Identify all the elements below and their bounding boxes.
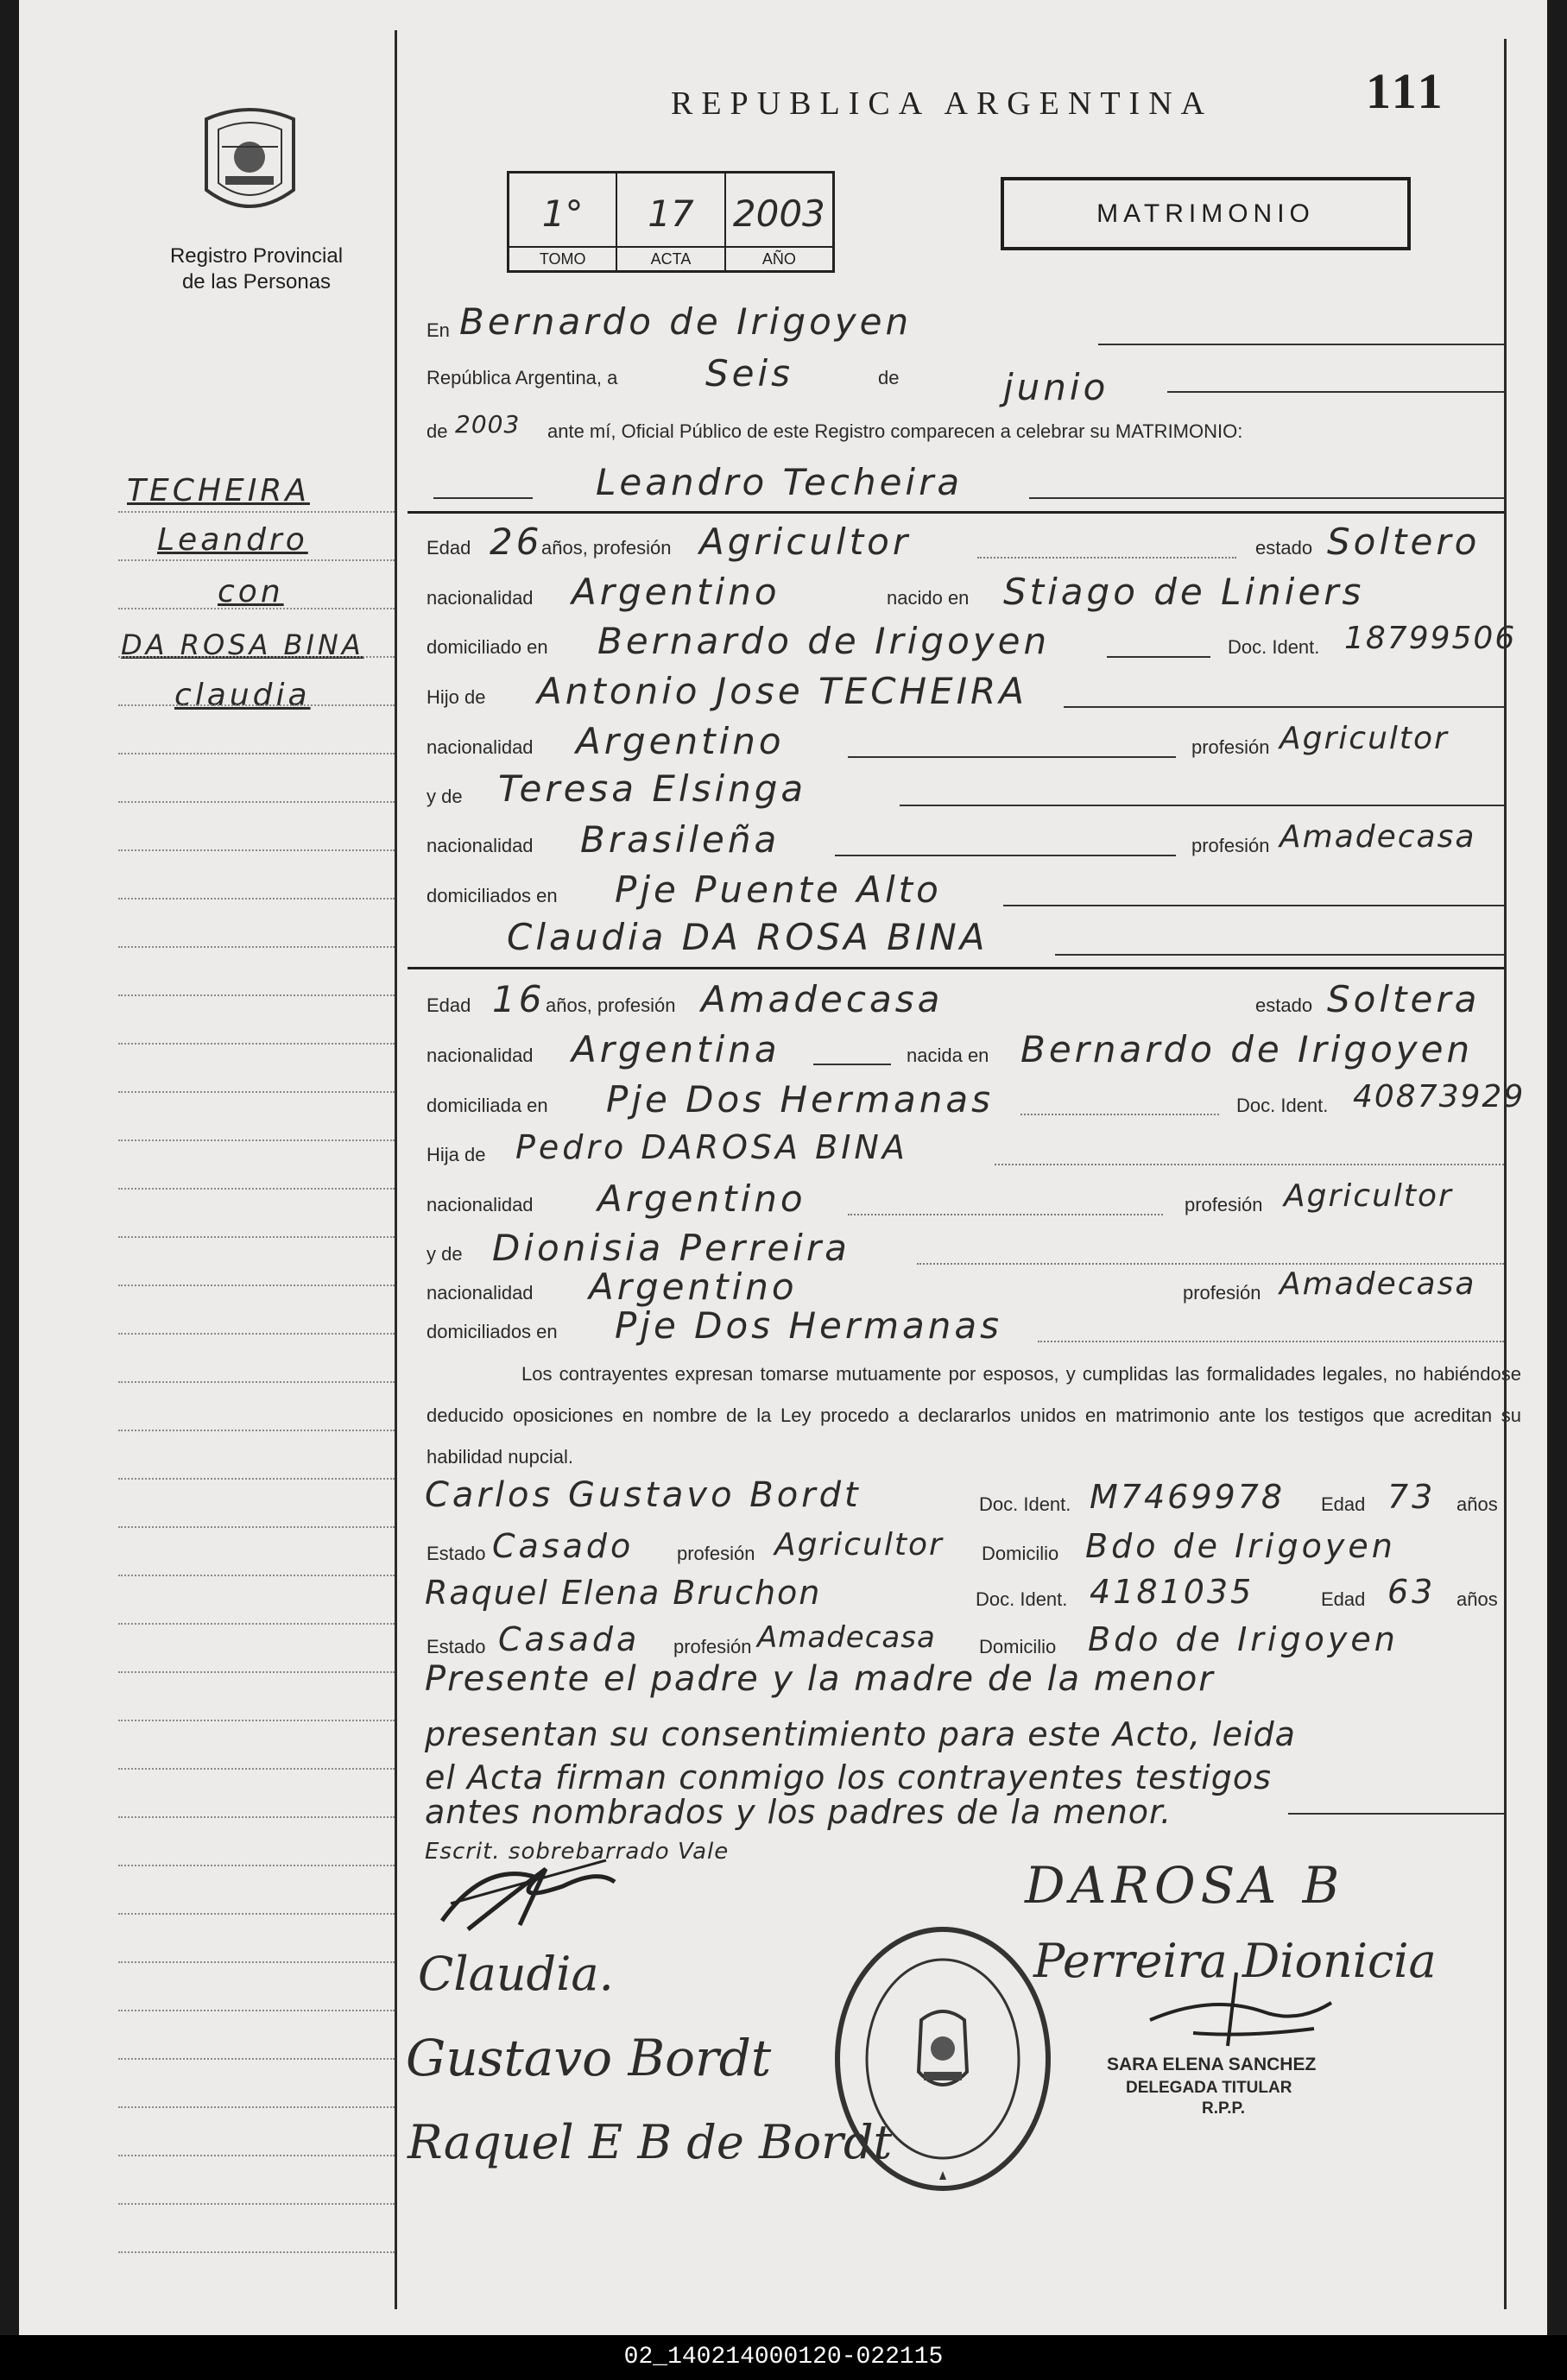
witness1-age: 73 — [1387, 1478, 1437, 1516]
groom-edad-label: Edad — [427, 537, 471, 559]
groom-mother: Teresa Elsinga — [498, 767, 807, 810]
groom-mother-profession: Amadecasa — [1280, 819, 1476, 855]
groom-father-label: Hijo de — [427, 686, 486, 708]
registry-name: Registro Provincial de las Personas — [169, 244, 344, 294]
line — [1020, 1114, 1219, 1115]
separator — [408, 967, 1504, 969]
line — [433, 497, 533, 499]
groom-profession: Agricultor — [699, 521, 912, 563]
bride-father-label: Hija de — [427, 1144, 486, 1165]
note-line: antes nombrados y los padres de la menor. — [425, 1793, 1172, 1831]
groom-mother-label: y de — [427, 786, 463, 807]
witness1-doc: M7469978 — [1090, 1478, 1286, 1516]
ano-label: AÑO — [726, 246, 832, 270]
groom-nac-label: nacionalidad — [427, 587, 534, 609]
tomo-cell — [509, 174, 617, 270]
bride-civil-status: Soltera — [1327, 978, 1481, 1020]
ceremony-place: Bernardo de Irigoyen — [459, 300, 913, 343]
groom-father-nationality: Argentino — [576, 720, 785, 762]
witness2-edad-label: Edad — [1321, 1588, 1366, 1610]
witness2-anos-label: años — [1456, 1588, 1498, 1610]
margin-ruled-line — [118, 2155, 395, 2156]
witness2-domicile: Bdo de Irigoyen — [1088, 1620, 1399, 1658]
line — [1003, 905, 1504, 906]
groom-nacido-label: nacido en — [887, 587, 970, 609]
ceremony-day: Seis — [705, 352, 794, 395]
official-office: R.P.P. — [1202, 2099, 1246, 2118]
registry-stamp-icon — [831, 1921, 1055, 2197]
margin-ruled-line — [118, 849, 395, 851]
acta-label: ACTA — [617, 246, 723, 270]
line — [1107, 656, 1210, 658]
bride-name: Claudia DA ROSA BINA — [507, 916, 989, 958]
bride-doc-label: Doc. Ident. — [1236, 1095, 1329, 1116]
acta-cell — [617, 174, 725, 270]
witness2-civil-status: Casada — [498, 1620, 641, 1658]
margin-ruled-line — [118, 801, 395, 803]
margin-ruled-line — [118, 753, 395, 754]
note-line: presentan su consentimiento para este Acto, leida — [425, 1715, 1296, 1753]
margin-ruled-line — [118, 704, 395, 706]
bride-profession: Amadecasa — [701, 978, 944, 1020]
year-prefix-label: de — [427, 420, 448, 442]
witness1-doc-label: Doc. Ident. — [979, 1493, 1071, 1515]
groom-birthplace: Stiago de Liniers — [1003, 571, 1365, 613]
bride-dom-label: domiciliada en — [427, 1095, 548, 1116]
witness2-estado-label: Estado — [427, 1636, 486, 1657]
ano-cell — [726, 174, 832, 270]
margin-ruled-line — [118, 1623, 395, 1625]
groom-civil-status: Soltero — [1327, 521, 1481, 563]
declaration-text: Los contrayentes expresan tomarse mutuamente por esposos, y cumplidas las formalidades legales, no habiéndose deducido oposiciones en nombre de la Ley procedo a declararlos unidos en matrimonio ante los testigos que acreditan su habilidad nupcial. — [427, 1363, 1521, 1468]
note-line: Presente el padre y la madre de la menor — [425, 1659, 1215, 1699]
line — [813, 1064, 891, 1065]
groom-mother-nat-label: nacionalidad — [427, 835, 534, 856]
margin-note: DA ROSA BINA — [121, 628, 364, 661]
margin-ruled-line — [118, 1188, 395, 1190]
groom-father-profession: Agricultor — [1280, 721, 1449, 756]
margin-ruled-line — [118, 1285, 395, 1286]
official-signature-icon — [433, 1843, 623, 1938]
groom-mother-nationality: Brasileña — [580, 818, 780, 861]
witness2-doc: 4181035 — [1090, 1573, 1254, 1611]
witness2-signature: Raquel E B de Bordt — [408, 2115, 893, 2169]
bride-nac-label: nacionalidad — [427, 1045, 534, 1066]
witness1-signature: Gustavo Bordt — [406, 2029, 772, 2087]
witness1-civil-status: Casado — [492, 1527, 635, 1565]
witness1-edad-label: Edad — [1321, 1493, 1366, 1515]
line — [1098, 344, 1504, 345]
margin-ruled-line — [118, 1478, 395, 1480]
margin-ruled-line — [118, 559, 395, 561]
line — [1288, 1813, 1504, 1815]
bride-father-nat-label: nacionalidad — [427, 1194, 534, 1215]
margin-note: claudia — [174, 678, 311, 713]
margin-ruled-line — [118, 898, 395, 900]
bride-father-nationality: Argentino — [597, 1177, 806, 1220]
provincial-seal-icon — [196, 104, 304, 220]
groom-parents-domicile: Pje Puente Alto — [615, 868, 942, 911]
margin-ruled-line — [118, 2251, 395, 2253]
margin-ruled-line — [118, 2010, 395, 2011]
margin-ruled-line — [118, 656, 395, 658]
right-margin-line — [1504, 39, 1507, 2309]
groom-doc: 18799506 — [1344, 621, 1517, 656]
record-number-table — [507, 171, 835, 273]
republic-label: República Argentina, a — [427, 367, 618, 388]
groom-nationality: Argentino — [572, 571, 780, 613]
margin-ruled-line — [118, 994, 395, 996]
groom-father: Antonio Jose TECHEIRA — [537, 670, 1027, 712]
groom-age: 26 — [490, 521, 543, 563]
official-name: SARA ELENA SANCHEZ — [1107, 2055, 1317, 2074]
groom-name: Leandro Techeira — [596, 461, 964, 503]
bride-anos-label: años, profesión — [546, 994, 676, 1016]
bride-domicile: Pje Dos Hermanas — [606, 1078, 995, 1121]
line — [1167, 391, 1504, 393]
bride-mother-nationality: Argentino — [589, 1266, 798, 1308]
separator — [408, 511, 1504, 514]
margin-ruled-line — [118, 1526, 395, 1528]
margin-ruled-line — [118, 2058, 395, 2060]
bride-age: 16 — [492, 978, 546, 1020]
margin-ruled-line — [118, 1671, 395, 1673]
margin-ruled-line — [118, 1768, 395, 1770]
groom-dom-label: domiciliado en — [427, 636, 548, 658]
line — [835, 855, 1176, 856]
margin-ruled-line — [118, 1333, 395, 1335]
margin-ruled-line — [118, 1381, 395, 1383]
bride-edad-label: Edad — [427, 994, 471, 1016]
margin-ruled-line — [118, 946, 395, 948]
bride-father: Pedro DAROSA BINA — [515, 1128, 908, 1166]
line — [900, 805, 1504, 806]
acta-value: 17 — [648, 193, 694, 235]
footer-id: 02_140214000120-022115 — [0, 2335, 1567, 2380]
bride-mother: Dionisia Perreira — [492, 1227, 850, 1269]
margin-ruled-line — [118, 1720, 395, 1721]
bride-nacida-label: nacida en — [907, 1045, 989, 1066]
witness2-name: Raquel Elena Bruchon — [425, 1574, 822, 1612]
witness2-dom-label: Domicilio — [979, 1636, 1057, 1657]
left-margin-line — [395, 30, 397, 2309]
margin-ruled-line — [118, 511, 395, 513]
groom-father-prof-label: profesión — [1191, 736, 1270, 758]
margin-ruled-line — [118, 1430, 395, 1431]
de-label: de — [878, 367, 900, 388]
bride-parents-dom-label: domiciliados en — [427, 1321, 558, 1342]
bride-mother-nat-label: nacionalidad — [427, 1282, 534, 1304]
margin-note: Leandro — [157, 522, 308, 558]
ceremony-month: junio — [1003, 366, 1109, 408]
groom-domicile: Bernardo de Irigoyen — [597, 620, 1051, 662]
tomo-value: 1° — [541, 193, 584, 235]
line — [1029, 497, 1504, 499]
margin-ruled-line — [118, 1575, 395, 1576]
line — [917, 1263, 1504, 1265]
mother-signature: Perreira Dionicia — [1033, 1934, 1437, 1988]
margin-ruled-line — [118, 1043, 395, 1045]
witness1-dom-label: Domicilio — [982, 1543, 1059, 1564]
witness2-doc-label: Doc. Ident. — [976, 1588, 1068, 1610]
witness1-profession: Agricultor — [774, 1527, 944, 1562]
line — [1064, 706, 1504, 708]
note-line: el Acta firman conmigo los contrayentes testigos — [425, 1758, 1272, 1796]
line — [977, 557, 1236, 559]
groom-father-nat-label: nacionalidad — [427, 736, 534, 758]
tomo-label: TOMO — [509, 246, 616, 270]
intro-text: ante mí, Oficial Público de este Registro comparecen a celebrar su MATRIMONIO: — [547, 420, 1243, 442]
en-label: En — [427, 319, 450, 341]
bride-parents-domicile: Pje Dos Hermanas — [615, 1304, 1003, 1347]
bride-father-prof-label: profesión — [1185, 1194, 1263, 1215]
margin-ruled-line — [118, 2203, 395, 2205]
document-type-box: MATRIMONIO — [1001, 177, 1411, 250]
line — [848, 1214, 1163, 1215]
margin-ruled-line — [118, 1091, 395, 1093]
margin-ruled-line — [118, 2106, 395, 2108]
witness2-profession: Amadecasa — [757, 1620, 936, 1655]
margin-ruled-line — [118, 1236, 395, 1238]
witness1-estado-label: Estado — [427, 1543, 486, 1564]
bride-birthplace: Bernardo de Irigoyen — [1020, 1028, 1474, 1070]
bride-father-profession: Agricultor — [1284, 1178, 1453, 1214]
certificate-page — [19, 0, 1547, 2335]
margin-note: TECHEIRA — [127, 473, 310, 508]
groom-anos-label: años, profesión — [541, 537, 672, 559]
bride-mother-prof-label: profesión — [1183, 1282, 1261, 1304]
groom-parents-dom-label: domiciliados en — [427, 885, 558, 906]
witness1-prof-label: profesión — [677, 1543, 755, 1564]
bride-mother-profession: Amadecasa — [1280, 1266, 1476, 1302]
bride-signature: Claudia. — [418, 1947, 614, 2001]
witness1-anos-label: años — [1456, 1493, 1498, 1515]
margin-ruled-line — [118, 608, 395, 609]
line — [1038, 1341, 1504, 1342]
official-title: DELEGADA TITULAR — [1126, 2079, 1292, 2097]
correction-note: Escrit. sobrebarrado Vale — [425, 1839, 730, 1865]
header-title: REPUBLICA ARGENTINA — [671, 85, 1214, 122]
bride-estado-label: estado — [1255, 994, 1313, 1016]
witness1-name: Carlos Gustavo Bordt — [425, 1475, 862, 1515]
line — [848, 756, 1176, 758]
ano-value: 2003 — [732, 193, 825, 235]
witness2-prof-label: profesión — [673, 1636, 752, 1657]
father-signature: DAROSA B — [1025, 1856, 1345, 1915]
margin-ruled-line — [118, 1816, 395, 1818]
margin-ruled-line — [118, 1913, 395, 1915]
bride-nationality: Argentina — [572, 1028, 780, 1070]
ceremony-year: 2003 — [455, 410, 521, 439]
official-signature-scribble-icon — [1141, 1960, 1340, 2055]
margin-ruled-line — [118, 1139, 395, 1141]
groom-mother-prof-label: profesión — [1191, 835, 1270, 856]
bride-doc: 40873929 — [1353, 1079, 1526, 1114]
margin-ruled-line — [118, 1961, 395, 1963]
witness1-domicile: Bdo de Irigoyen — [1085, 1527, 1396, 1565]
groom-estado-label: estado — [1255, 537, 1313, 559]
line — [1055, 954, 1504, 956]
page-number: 111 — [1366, 63, 1446, 119]
line — [995, 1164, 1504, 1165]
margin-ruled-line — [118, 1865, 395, 1866]
groom-doc-label: Doc. Ident. — [1228, 636, 1320, 658]
margin-note: con — [218, 574, 284, 609]
bride-mother-label: y de — [427, 1243, 463, 1265]
witness2-age: 63 — [1387, 1573, 1437, 1611]
